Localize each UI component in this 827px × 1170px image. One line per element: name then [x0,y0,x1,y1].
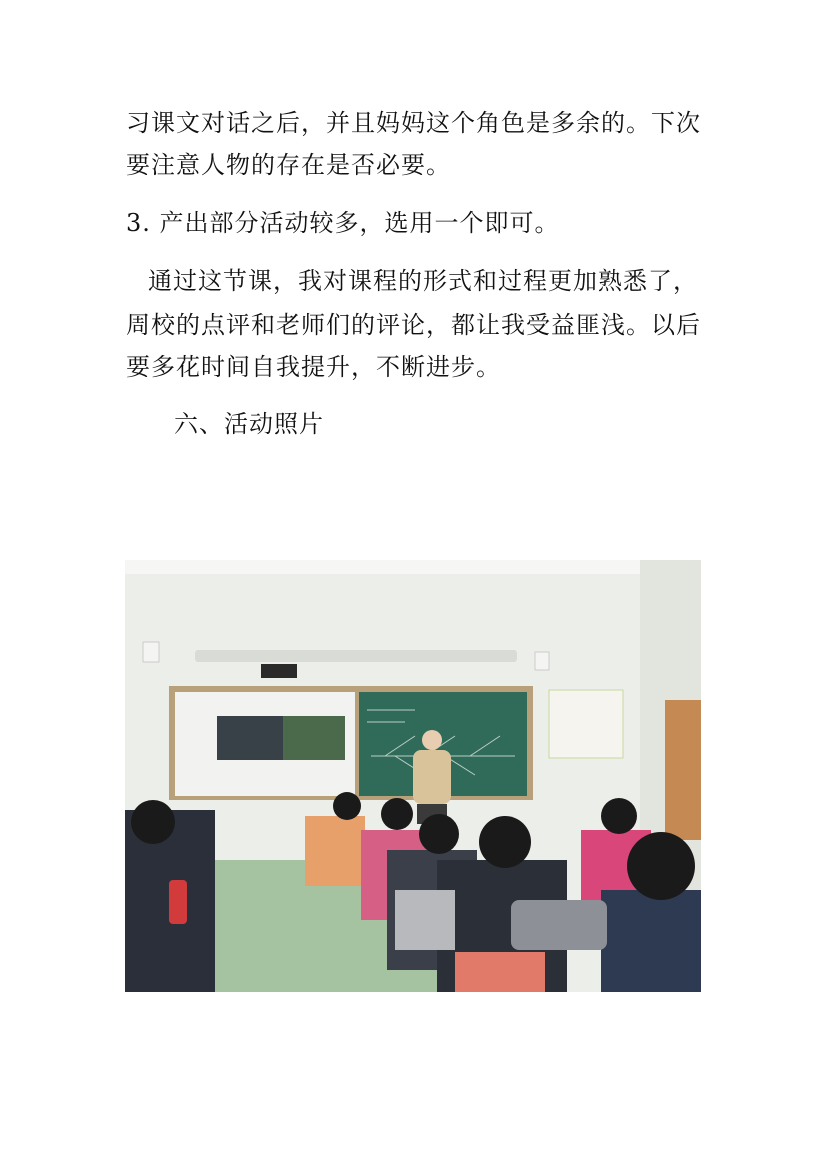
paragraph-line-1: 习课文对话之后，并且妈妈这个角色是多余的。下次 [126,109,701,137]
classroom-photo [125,560,701,992]
paragraph-line-2: 要注意人物的存在是否必要。 [126,151,451,179]
paragraph-line-4: 通过这节课，我对课程的形式和过程更加熟悉了， [148,267,698,295]
paragraph-line-5: 周校的点评和老师们的评论，都让我受益匪浅。以后 [126,311,701,339]
paragraph-line-6: 要多花时间自我提升，不断进步。 [126,353,501,381]
classroom-photo-icon [125,560,701,992]
list-item-3: 3. 产出部分活动较多，选用一个即可。 [126,209,560,237]
section-heading: 六、活动照片 [174,410,324,438]
